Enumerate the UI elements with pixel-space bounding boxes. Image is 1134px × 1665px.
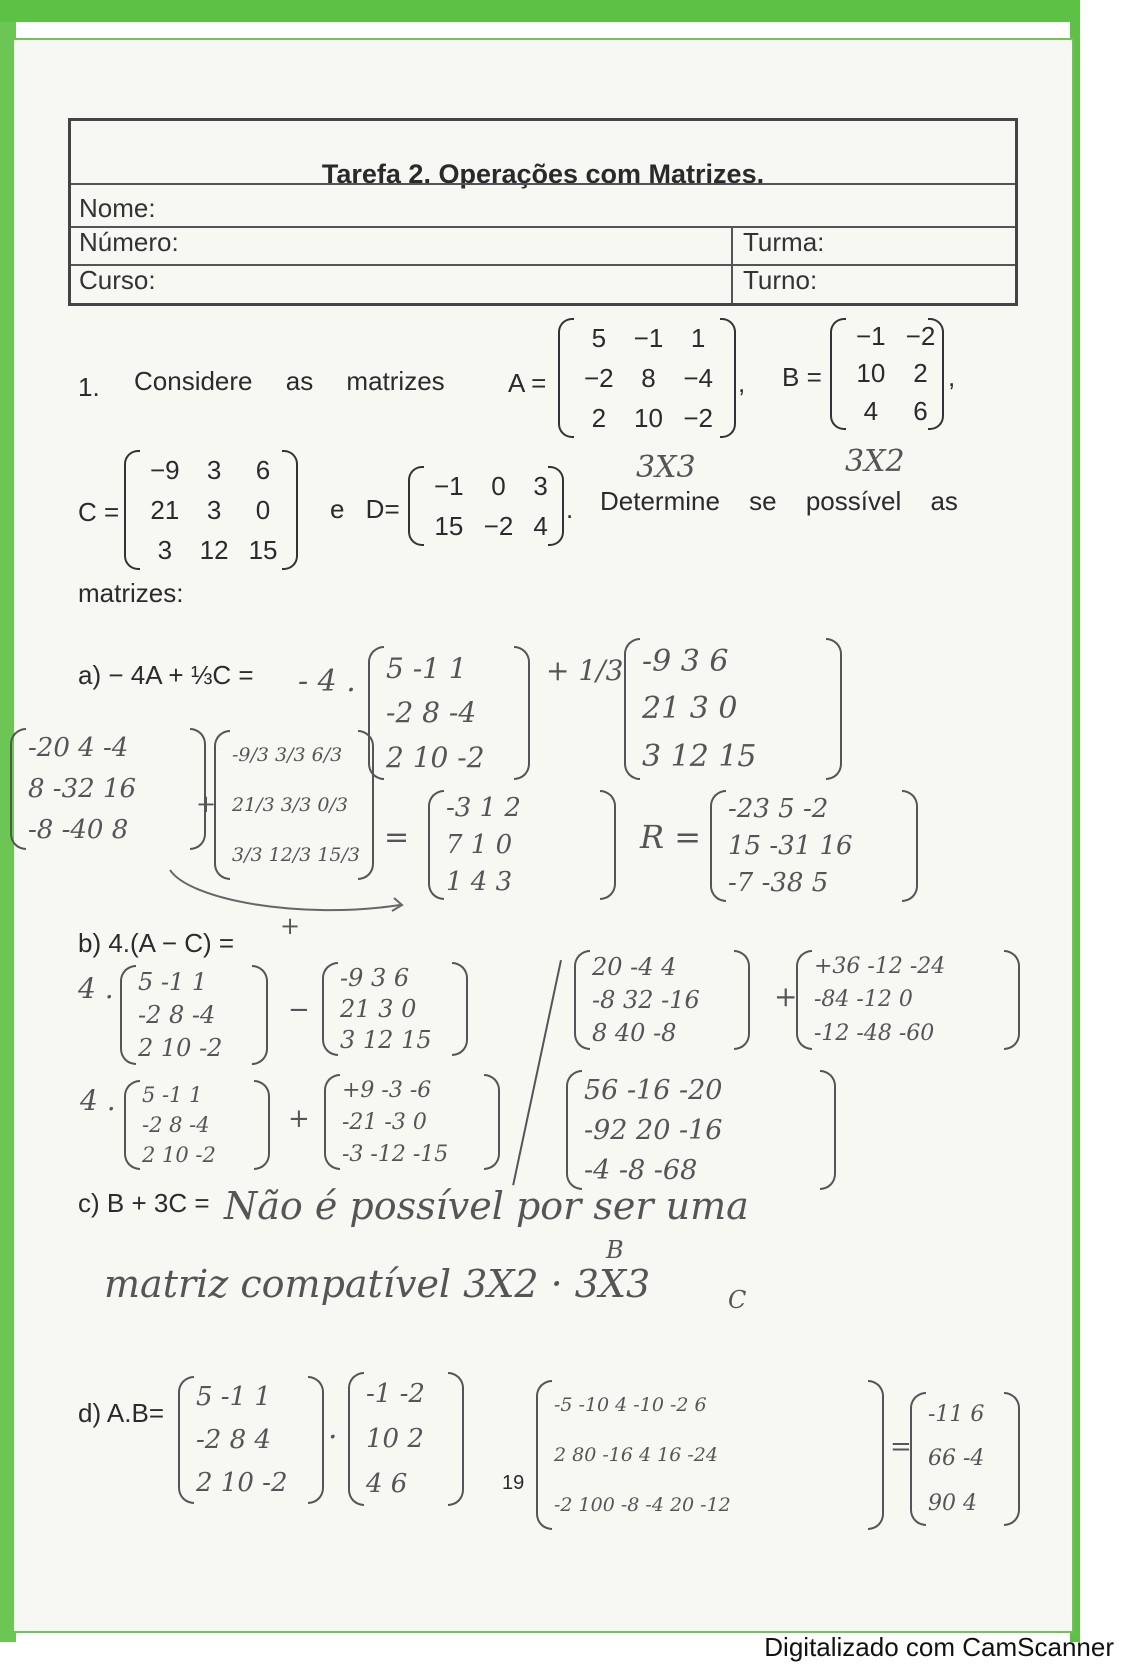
hand-matrix-b-m6 bbox=[796, 950, 1020, 1050]
matrix-d-label: e D= bbox=[330, 494, 400, 524]
hand-matrix-row: 21 3 0 bbox=[340, 994, 417, 1023]
hand-matrix-row: 20 -4 4 bbox=[592, 952, 677, 981]
hand-matrix-row: 2 10 -2 bbox=[142, 1143, 216, 1167]
matrix-cell: 8 bbox=[641, 362, 656, 393]
course-label: Curso: bbox=[79, 265, 156, 295]
hand-matrix-row: 10 2 bbox=[366, 1423, 424, 1454]
bracket-right bbox=[600, 790, 616, 900]
hand-matrix-rows bbox=[340, 962, 450, 1056]
bracket-right bbox=[1004, 950, 1020, 1050]
hand-coef-a: - 4 . bbox=[298, 664, 356, 699]
matrix-cell: −2 bbox=[683, 402, 713, 433]
hand-matrix-row: -2 100 -8 -4 20 -12 bbox=[554, 1494, 731, 1516]
bracket-left bbox=[348, 1372, 364, 1506]
matrix-d bbox=[408, 466, 564, 546]
question-text-1: Considere as matrizes bbox=[134, 366, 445, 396]
matrix-cell: 3 bbox=[157, 534, 173, 565]
bracket-left bbox=[574, 950, 590, 1050]
matrix-cell: 10 bbox=[856, 358, 886, 389]
hand-matrix-d-m1 bbox=[178, 1376, 324, 1504]
bracket-right bbox=[720, 318, 736, 438]
hand-matrix-row: -9 3 6 bbox=[642, 644, 729, 680]
hand-matrix-d-m3 bbox=[536, 1380, 884, 1530]
bracket-right bbox=[452, 962, 468, 1056]
hand-matrix-row: 1 4 3 bbox=[446, 866, 513, 897]
hand-matrix-row: -8 -40 8 bbox=[28, 814, 129, 845]
bracket-left bbox=[178, 1376, 194, 1504]
matrix-row bbox=[140, 450, 288, 490]
bracket-left bbox=[566, 1070, 582, 1190]
matrix-cell: −2 bbox=[584, 362, 614, 393]
equals-sign: = bbox=[384, 820, 410, 855]
bracket-right bbox=[734, 950, 750, 1050]
bracket-right bbox=[448, 1372, 464, 1506]
worksheet-title: Tarefa 2. Operações com Matrizes. bbox=[321, 159, 765, 189]
bracket-left bbox=[124, 1080, 140, 1170]
matrix-row bbox=[574, 318, 723, 358]
hand-matrix-row: 3/3 12/3 15/3 bbox=[232, 844, 360, 866]
hand-matrix-a-m3 bbox=[10, 728, 206, 850]
hand-matrix-row: 2 80 -16 4 16 -24 bbox=[554, 1444, 718, 1466]
matrix-row bbox=[574, 358, 723, 398]
hand-matrix-row: -92 20 -16 bbox=[584, 1114, 723, 1146]
hand-matrix-row: -9 3 6 bbox=[340, 963, 410, 992]
hand-tag-b: B bbox=[606, 1236, 624, 1264]
bracket-right bbox=[826, 638, 842, 780]
minus-sign: − bbox=[288, 995, 310, 1025]
item-c-label: c) B + 3C = bbox=[78, 1188, 210, 1218]
hand-matrix-row: 5 -1 1 bbox=[386, 651, 467, 685]
hand-matrix-row: -2 8 -4 bbox=[386, 696, 477, 730]
plus-sign: + bbox=[196, 790, 217, 818]
hand-matrix-row: 7 1 0 bbox=[446, 829, 513, 860]
hand-matrix-b-m5 bbox=[574, 950, 750, 1050]
matrix-cell: 1 bbox=[690, 322, 706, 353]
hand-matrix-rows bbox=[366, 1372, 446, 1506]
bracket-right bbox=[252, 965, 268, 1065]
hand-a-size: 3X3 bbox=[636, 450, 696, 485]
comma: , bbox=[738, 368, 746, 398]
matrix-cell: 2 bbox=[913, 358, 928, 389]
hand-matrix-row: 90 4 bbox=[928, 1491, 977, 1517]
hand-answer-c-line2: matriz compatível 3X2 · 3X3 bbox=[104, 1262, 651, 1306]
header-table bbox=[68, 118, 1018, 306]
hand-result-label: R = bbox=[640, 818, 702, 856]
hand-matrix-row: -8 32 -16 bbox=[592, 985, 700, 1014]
item-a-label: a) − 4A + ⅓C = bbox=[78, 660, 254, 690]
hand-matrix-rows bbox=[28, 728, 188, 850]
hand-matrix-a-m1 bbox=[368, 646, 530, 780]
matrix-cell: 21 bbox=[150, 494, 180, 525]
hand-matrix-row: 5 -1 1 bbox=[196, 1382, 271, 1413]
matrix-cell: 6 bbox=[255, 454, 271, 485]
matrix-cell: 5 bbox=[591, 322, 607, 353]
bracket-right bbox=[548, 466, 564, 546]
plus-sign: + bbox=[280, 912, 301, 940]
matrix-a bbox=[558, 318, 736, 438]
hand-matrix-row: 66 -4 bbox=[928, 1446, 985, 1472]
matrix-cell: −9 bbox=[150, 454, 180, 485]
bracket-left bbox=[624, 638, 640, 780]
hand-matrix-b-m2 bbox=[322, 962, 468, 1056]
scanner-watermark: Digitalizado com CamScanner bbox=[764, 1632, 1114, 1662]
matrix-cell: −4 bbox=[683, 362, 713, 393]
hand-matrix-rows bbox=[592, 950, 732, 1050]
hand-matrix-b-m3 bbox=[124, 1080, 270, 1170]
header-row-line bbox=[71, 183, 1015, 185]
hand-coef-b: 4 . bbox=[78, 972, 114, 1005]
hand-matrix-rows bbox=[814, 950, 1002, 1050]
hand-matrix-row: 5 -1 1 bbox=[138, 967, 208, 996]
bracket-left bbox=[120, 965, 136, 1065]
equals-sign: = bbox=[890, 1432, 912, 1462]
hand-matrix-row: 3 12 15 bbox=[642, 738, 757, 774]
item-b-label: b) 4.(A − C) = bbox=[78, 928, 235, 958]
hand-matrix-rows bbox=[342, 1074, 482, 1170]
bracket-right bbox=[902, 790, 918, 902]
hand-matrix-row: 4 6 bbox=[366, 1468, 408, 1499]
matrix-cell: 2 bbox=[591, 402, 607, 433]
matrix-cell: 6 bbox=[913, 395, 928, 426]
dot-sign: · bbox=[328, 1420, 338, 1455]
green-top-border bbox=[0, 0, 1080, 22]
hand-matrix-rows bbox=[554, 1380, 866, 1530]
item-d-label: d) A.B= bbox=[78, 1398, 164, 1428]
bracket-right bbox=[928, 318, 944, 430]
hand-matrix-row: -20 4 -4 bbox=[28, 733, 129, 764]
bracket-left bbox=[408, 466, 424, 546]
hand-matrix-row: -12 -48 -60 bbox=[814, 1020, 935, 1046]
hand-matrix-row: -9/3 3/3 6/3 bbox=[232, 744, 343, 766]
bracket-left bbox=[428, 790, 444, 900]
hand-answer-c-line1: Não é possível por ser uma bbox=[224, 1184, 749, 1228]
matrix-cell: 4 bbox=[863, 395, 879, 426]
shift-label: Turno: bbox=[743, 265, 818, 295]
hand-matrix-row: -23 5 -2 bbox=[728, 793, 829, 824]
bracket-left bbox=[124, 450, 140, 570]
matrix-cell: 0 bbox=[255, 494, 271, 525]
hand-matrix-row: 2 10 -2 bbox=[138, 1034, 223, 1063]
bracket-left bbox=[10, 728, 26, 850]
hand-b-size: 3X2 bbox=[845, 444, 905, 479]
matrix-row bbox=[424, 506, 558, 546]
hand-matrix-row: 8 40 -8 bbox=[592, 1019, 677, 1048]
hand-third-a: + 1/3 bbox=[546, 654, 624, 687]
bracket-right bbox=[484, 1074, 500, 1170]
bracket-left bbox=[710, 790, 726, 902]
hand-matrix-rows bbox=[196, 1376, 306, 1504]
hand-matrix-row: -3 1 2 bbox=[446, 793, 521, 824]
hand-matrix-a-m4 bbox=[214, 730, 374, 880]
header-row-line bbox=[71, 226, 1015, 228]
hand-matrix-a-m2 bbox=[624, 638, 842, 780]
hand-matrix-d-result bbox=[910, 1392, 1020, 1526]
hand-matrix-rows bbox=[728, 790, 900, 902]
bracket-left bbox=[558, 318, 574, 438]
hand-matrix-row: +9 -3 -6 bbox=[342, 1077, 432, 1103]
matrix-cell: 12 bbox=[199, 534, 229, 565]
hand-matrix-rows bbox=[642, 638, 824, 780]
hand-matrix-row: 15 -31 16 bbox=[728, 830, 853, 861]
hand-matrix-row: 21/3 3/3 0/3 bbox=[232, 794, 348, 816]
matrix-cell: 3 bbox=[533, 470, 548, 501]
matrix-c bbox=[124, 450, 298, 570]
name-label: Nome: bbox=[79, 193, 156, 223]
period: . bbox=[566, 494, 574, 524]
header-divider bbox=[731, 226, 733, 303]
plus-sign: + bbox=[288, 1104, 310, 1134]
hand-matrix-row: 56 -16 -20 bbox=[584, 1074, 723, 1106]
matrix-cell: 3 bbox=[206, 454, 222, 485]
hand-matrix-row: -11 6 bbox=[928, 1401, 985, 1427]
bracket-right bbox=[282, 450, 298, 570]
hand-matrix-row: +36 -12 -24 bbox=[814, 954, 946, 980]
header-row-line bbox=[71, 264, 1015, 266]
hand-coef-b: 4 . bbox=[80, 1084, 116, 1117]
bracket-left bbox=[910, 1392, 926, 1526]
question-number: 1. bbox=[78, 372, 100, 402]
hand-matrix-b-m1 bbox=[120, 965, 268, 1065]
question-text-3: matrizes: bbox=[78, 578, 184, 608]
hand-matrix-row: 2 10 -2 bbox=[386, 741, 485, 775]
matrix-c-label: C = bbox=[78, 497, 120, 527]
hand-matrix-a-result bbox=[710, 790, 918, 902]
matrix-row bbox=[424, 466, 558, 506]
hand-matrix-row: 21 3 0 bbox=[642, 691, 738, 727]
bracket-left bbox=[324, 1074, 340, 1170]
matrix-cell: −1 bbox=[633, 322, 664, 353]
hand-matrix-row: -5 -10 4 -10 -2 6 bbox=[554, 1394, 707, 1416]
matrix-cell: −2 bbox=[905, 321, 936, 352]
bracket-left bbox=[796, 950, 812, 1050]
matrix-cell: 0 bbox=[491, 470, 506, 501]
matrix-cell: 3 bbox=[206, 494, 222, 525]
matrix-cell: −2 bbox=[483, 510, 514, 541]
matrix-cell: −1 bbox=[434, 470, 464, 501]
matrix-cell: −1 bbox=[856, 321, 886, 352]
matrix-b-label: B = bbox=[782, 362, 822, 392]
hand-matrix-rows bbox=[232, 730, 360, 880]
hand-matrix-rows bbox=[446, 790, 598, 900]
bracket-left bbox=[214, 730, 230, 880]
hand-matrix-b-m4 bbox=[324, 1074, 500, 1170]
class-label: Turma: bbox=[743, 227, 825, 257]
matrix-cell: 15 bbox=[434, 510, 464, 541]
question-text-2: Determine se possível as bbox=[600, 486, 958, 516]
hand-matrix-rows bbox=[138, 965, 250, 1065]
hand-matrix-row: -2 8 -4 bbox=[142, 1113, 210, 1137]
matrix-row bbox=[140, 530, 288, 570]
hand-matrix-row: -2 8 -4 bbox=[138, 1000, 216, 1029]
bracket-right bbox=[308, 1376, 324, 1504]
hand-matrix-rows bbox=[386, 646, 512, 780]
bracket-left bbox=[830, 318, 846, 430]
bracket-right bbox=[514, 646, 530, 780]
hand-matrix-row: -21 -3 0 bbox=[342, 1109, 427, 1135]
hand-matrix-row: 2 10 -2 bbox=[196, 1467, 288, 1498]
hand-matrix-row: -84 -12 0 bbox=[814, 987, 913, 1013]
hand-matrix-rows bbox=[928, 1392, 1002, 1526]
hand-matrix-row: -4 -8 -68 bbox=[584, 1154, 698, 1186]
hand-matrix-row: 3 12 15 bbox=[340, 1026, 432, 1055]
hand-matrix-row: 5 -1 1 bbox=[142, 1083, 203, 1107]
hand-matrix-row: 8 -32 16 bbox=[28, 773, 137, 804]
hand-matrix-row: -3 -12 -15 bbox=[342, 1141, 449, 1167]
bracket-right bbox=[190, 728, 206, 850]
hand-matrix-row: -7 -38 5 bbox=[728, 868, 829, 899]
matrix-cell: 4 bbox=[533, 510, 548, 541]
matrix-row bbox=[140, 490, 288, 530]
bracket-left bbox=[536, 1380, 552, 1530]
matrix-b bbox=[830, 318, 944, 430]
hand-matrix-rows bbox=[142, 1080, 252, 1170]
bracket-right bbox=[1004, 1392, 1020, 1526]
hand-matrix-a-m5 bbox=[428, 790, 616, 900]
page-number: 19 bbox=[502, 1472, 525, 1494]
bracket-right bbox=[820, 1070, 836, 1190]
hand-tag-c: C bbox=[728, 1286, 747, 1314]
bracket-right bbox=[868, 1380, 884, 1530]
matrix-a-label: A = bbox=[508, 368, 547, 398]
hand-matrix-row: -2 8 4 bbox=[196, 1424, 271, 1455]
matrix-row bbox=[574, 398, 723, 438]
bracket-right bbox=[358, 730, 374, 880]
bracket-right bbox=[254, 1080, 270, 1170]
hand-matrix-d-m2 bbox=[348, 1372, 464, 1506]
matrix-cell: 15 bbox=[248, 534, 278, 565]
hand-matrix-rows bbox=[584, 1070, 818, 1190]
plus-sign: + bbox=[774, 980, 798, 1013]
matrix-cell: 10 bbox=[634, 402, 663, 433]
bracket-left bbox=[322, 962, 338, 1056]
comma: , bbox=[948, 362, 956, 392]
hand-matrix-b-m7 bbox=[566, 1070, 836, 1190]
hand-matrix-row: -1 -2 bbox=[366, 1379, 425, 1410]
number-label: Número: bbox=[79, 227, 179, 257]
